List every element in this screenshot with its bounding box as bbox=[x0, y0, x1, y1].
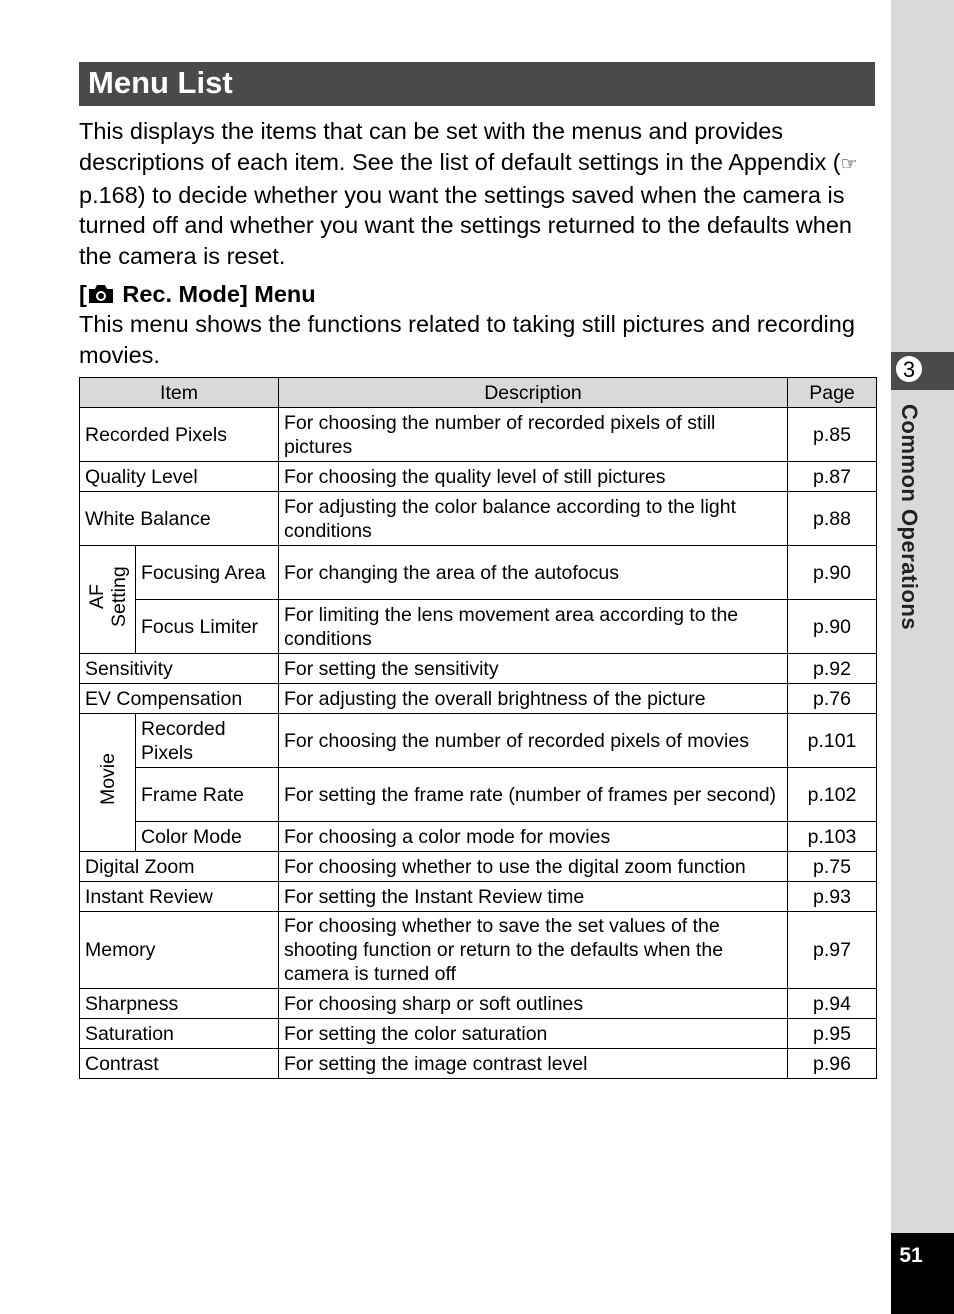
description-cell: For choosing whether to use the digital zoom function bbox=[279, 852, 788, 882]
page-cell: p.90 bbox=[788, 546, 877, 600]
page-cell: p.102 bbox=[788, 768, 877, 822]
description-cell: For choosing the number of recorded pixels of still pictures bbox=[279, 408, 788, 462]
page-cell: p.97 bbox=[788, 912, 877, 989]
page-cell: p.96 bbox=[788, 1049, 877, 1079]
table-row bbox=[80, 408, 877, 462]
heading-bracket: [ bbox=[79, 281, 87, 307]
item-cell: Contrast bbox=[80, 1049, 279, 1079]
table-row bbox=[80, 462, 877, 492]
description-cell: For setting the frame rate (number of frames per second) bbox=[279, 768, 788, 822]
table-row bbox=[80, 546, 877, 600]
page-cell: p.95 bbox=[788, 1019, 877, 1049]
group-label-movie: Movie bbox=[96, 753, 119, 806]
table-row bbox=[80, 822, 877, 852]
section-heading-text: Rec. Mode] Menu bbox=[122, 281, 316, 307]
table-row bbox=[80, 1049, 877, 1079]
item-cell: Sensitivity bbox=[80, 654, 279, 684]
description-cell: For limiting the lens movement area according to the conditions bbox=[279, 600, 788, 654]
camera-icon bbox=[88, 281, 114, 311]
column-header-description: Description bbox=[279, 378, 788, 408]
description-cell: For choosing whether to save the set values of the shooting function or return to the defaults when the camera is turned off bbox=[279, 912, 788, 989]
description-cell: For changing the area of the autofocus bbox=[279, 546, 788, 600]
page-cell: p.103 bbox=[788, 822, 877, 852]
table-row bbox=[80, 492, 877, 546]
item-cell: Color Mode bbox=[136, 822, 279, 852]
column-header-item: Item bbox=[80, 378, 279, 408]
page-cell: p.88 bbox=[788, 492, 877, 546]
description-cell: For choosing sharp or soft outlines bbox=[279, 989, 788, 1019]
item-cell: Saturation bbox=[80, 1019, 279, 1049]
menu-table bbox=[79, 377, 877, 1079]
page-cell: p.85 bbox=[788, 408, 877, 462]
table-row bbox=[80, 882, 877, 912]
page-cell: p.94 bbox=[788, 989, 877, 1019]
page-cell: p.92 bbox=[788, 654, 877, 684]
column-header-page: Page bbox=[788, 378, 877, 408]
table-row bbox=[80, 1019, 877, 1049]
description-cell: For choosing the quality level of still pictures bbox=[279, 462, 788, 492]
intro-text-2: p.168) to decide whether you want the settings saved when the camera is turned off and whether you want the settings returned to the defaults when the camera is reset. bbox=[79, 181, 852, 270]
item-cell: White Balance bbox=[80, 492, 279, 546]
table-row bbox=[80, 852, 877, 882]
page-title: Menu List bbox=[88, 65, 233, 100]
item-cell: EV Compensation bbox=[80, 684, 279, 714]
description-cell: For adjusting the color balance according to the light conditions bbox=[279, 492, 788, 546]
item-cell: Instant Review bbox=[80, 882, 279, 912]
description-cell: For setting the color saturation bbox=[279, 1019, 788, 1049]
item-cell: Digital Zoom bbox=[80, 852, 279, 882]
page-cell: p.76 bbox=[788, 684, 877, 714]
page-number: 51 bbox=[899, 1244, 923, 1267]
item-cell: Recorded Pixels bbox=[80, 408, 279, 462]
group-cell-movie bbox=[80, 714, 136, 852]
page-cell: p.90 bbox=[788, 600, 877, 654]
table-row bbox=[80, 714, 877, 768]
page-reference-icon: ☞ bbox=[840, 152, 858, 175]
section-heading bbox=[79, 279, 316, 311]
item-cell: Quality Level bbox=[80, 462, 279, 492]
item-cell: Recorded Pixels bbox=[136, 714, 279, 768]
page-cell: p.93 bbox=[788, 882, 877, 912]
item-cell: Frame Rate bbox=[136, 768, 279, 822]
table-header-row bbox=[80, 378, 877, 408]
table-row bbox=[80, 684, 877, 714]
table-row bbox=[80, 600, 877, 654]
page-cell: p.101 bbox=[788, 714, 877, 768]
section-description: This menu shows the functions related to taking still pictures and recording movies. bbox=[79, 311, 855, 368]
description-cell: For choosing a color mode for movies bbox=[279, 822, 788, 852]
item-cell: Focusing Area bbox=[136, 546, 279, 600]
intro-text-1: This displays the items that can be set with the menus and provides descriptions of each item. See the list of default settings in the Appendix ( bbox=[79, 118, 841, 175]
description-cell: For setting the image contrast level bbox=[279, 1049, 788, 1079]
table-row bbox=[80, 912, 877, 989]
chapter-title: Common Operations bbox=[897, 404, 922, 631]
description-cell: For choosing the number of recorded pixels of movies bbox=[279, 714, 788, 768]
page-cell: p.75 bbox=[788, 852, 877, 882]
page-cell: p.87 bbox=[788, 462, 877, 492]
item-cell: Focus Limiter bbox=[136, 600, 279, 654]
item-cell: Memory bbox=[80, 912, 279, 989]
description-cell: For setting the sensitivity bbox=[279, 654, 788, 684]
item-cell: Sharpness bbox=[80, 989, 279, 1019]
description-cell: For adjusting the overall brightness of the picture bbox=[279, 684, 788, 714]
group-label-af-setting: AF Setting bbox=[85, 566, 130, 627]
table-row bbox=[80, 768, 877, 822]
table-row bbox=[80, 654, 877, 684]
description-cell: For setting the Instant Review time bbox=[279, 882, 788, 912]
group-cell-af-setting bbox=[80, 546, 136, 654]
table-row bbox=[80, 989, 877, 1019]
intro-paragraph bbox=[79, 116, 879, 272]
chapter-number: 3 bbox=[894, 354, 924, 384]
